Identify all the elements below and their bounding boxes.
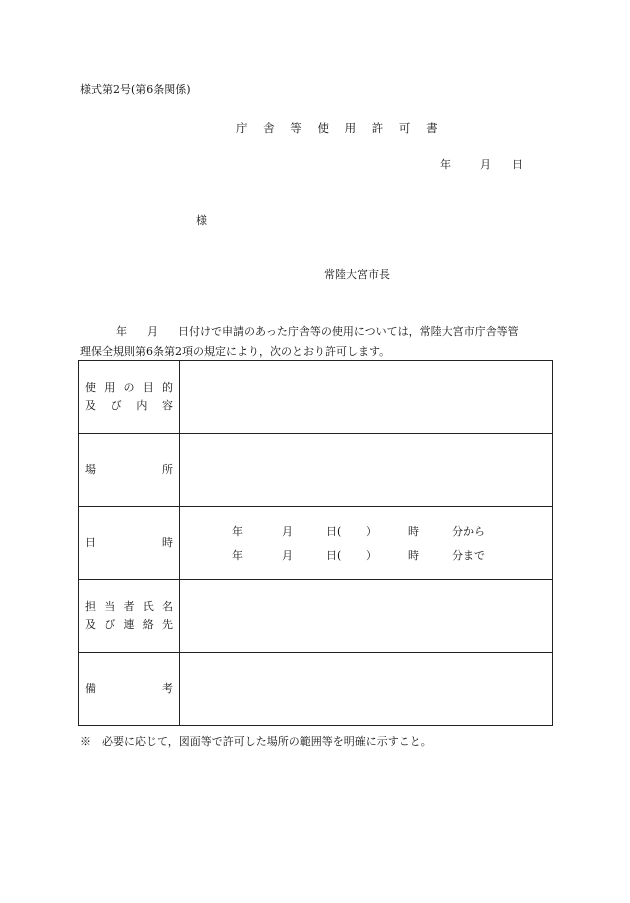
contact-label-line-2 [85, 616, 173, 634]
body-line-2: 理保全規則第6条第2項の規定により，次のとおり許可します。 [80, 345, 391, 358]
from-minute: 分から [452, 525, 485, 538]
contact-label-cell [79, 580, 180, 653]
body-line-1 [80, 322, 560, 342]
remarks-value-cell[interactable] [180, 653, 553, 726]
label-char: 使 [85, 381, 96, 394]
addressee-suffix: 様 [196, 214, 207, 227]
issue-date-month: 月 [480, 158, 491, 171]
datetime-label-cell [79, 507, 180, 580]
datetime-label [85, 534, 173, 552]
label-char: 名 [162, 600, 173, 613]
label-char: び [110, 399, 122, 412]
to-hour: 時 [408, 549, 419, 562]
label-char: 当 [104, 600, 116, 613]
to-paren: ） [366, 549, 377, 562]
to-year: 年 [232, 549, 243, 562]
body-month: 月 [147, 325, 158, 338]
form-code: 様式第2号(第6条関係) [80, 83, 191, 96]
purpose-value-cell[interactable] [180, 361, 553, 434]
label-char: 及 [85, 399, 96, 412]
label-char: 絡 [142, 618, 154, 631]
label-char: 者 [123, 600, 135, 613]
label-char: の [123, 381, 135, 394]
label-char: 先 [162, 618, 173, 631]
label-char: 的 [162, 381, 173, 394]
purpose-label-line-1 [85, 379, 173, 397]
issue-date-year: 年 [440, 158, 451, 171]
label-char: 連 [123, 618, 135, 631]
from-paren: ） [366, 525, 377, 538]
to-minute: 分まで [452, 549, 485, 562]
body-text [80, 322, 560, 362]
body-year: 年 [116, 325, 127, 338]
contact-row [79, 580, 553, 653]
label-char: 及 [85, 618, 96, 631]
label-char: 容 [161, 399, 173, 412]
purpose-row [79, 361, 553, 434]
issuer-name: 常陸大宮市長 [324, 268, 390, 281]
footnote: ※ 必要に応じて，図面等で許可した場所の範囲等を明確に示すこと。 [80, 735, 432, 748]
label-char: 場 [85, 463, 96, 476]
label-char: 日 [85, 536, 96, 549]
from-day: 日( [326, 525, 342, 538]
label-char: 目 [142, 381, 154, 394]
purpose-label-line-2 [85, 397, 173, 415]
place-value-cell[interactable] [180, 434, 553, 507]
label-char: 所 [162, 463, 173, 476]
datetime-to-row [180, 543, 552, 567]
remarks-label [85, 680, 173, 698]
permit-table [78, 360, 553, 726]
purpose-label-cell [79, 361, 180, 434]
remarks-row [79, 653, 553, 726]
to-day: 日( [326, 549, 342, 562]
label-char: 担 [85, 600, 96, 613]
datetime-value-cell[interactable] [180, 507, 553, 580]
document-title: 庁 舎 等 使 用 許 可 書 [236, 121, 444, 135]
contact-label-line-1 [85, 598, 173, 616]
label-char: 考 [162, 682, 173, 695]
label-char: び [104, 618, 116, 631]
body-line-1-rest: 日付けで申請のあった庁舎等の使用については，常陸大宮市庁舎等管 [178, 325, 519, 338]
datetime-from-row [180, 519, 552, 543]
from-month: 月 [282, 525, 293, 538]
label-char: 内 [136, 399, 148, 412]
from-year: 年 [232, 525, 243, 538]
label-char: 備 [85, 682, 96, 695]
place-label [85, 461, 173, 479]
label-char: 時 [162, 536, 173, 549]
place-row [79, 434, 553, 507]
datetime-row [79, 507, 553, 580]
issue-date [440, 156, 540, 170]
label-char: 用 [104, 381, 116, 394]
label-char: 氏 [142, 600, 154, 613]
from-hour: 時 [408, 525, 419, 538]
to-month: 月 [282, 549, 293, 562]
issue-date-day: 日 [512, 158, 523, 171]
contact-value-cell[interactable] [180, 580, 553, 653]
remarks-label-cell [79, 653, 180, 726]
place-label-cell [79, 434, 180, 507]
